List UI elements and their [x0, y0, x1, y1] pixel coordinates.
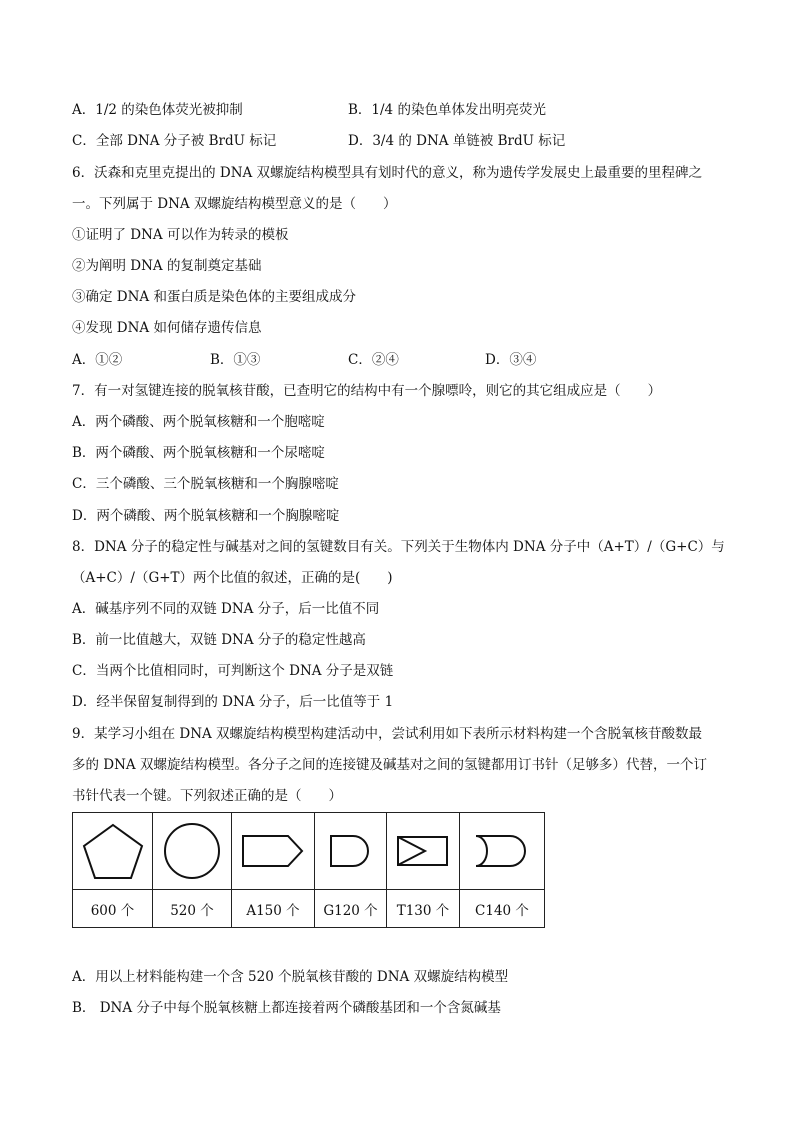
q8-stem-line2: （A+C）/（G+T）两个比值的叙述，正确的是( )	[72, 570, 393, 586]
q8-stem-line1: 8．DNA 分子的稳定性与碱基对之间的氢键数目有关。下列关于生物体内 DNA 分子中（A+T）/（G+C）与	[72, 539, 725, 555]
q6-item-1: ①证明了 DNA 可以作为转录的模板	[72, 227, 289, 243]
materials-cell-guanine	[315, 813, 387, 890]
q8-option-d: D．经半保留复制得到的 DNA 分子，后一比值等于 1	[72, 694, 394, 710]
q5-option-d: D．3/4 的 DNA 单链被 BrdU 标记	[348, 133, 566, 149]
concave-d-icon	[472, 831, 532, 871]
q6-option-d: D．③④	[485, 352, 537, 368]
q7-option-d: D．两个磷酸、两个脱氧核糖和一个胸腺嘧啶	[72, 508, 340, 524]
q6-option-b: B．①③	[210, 352, 261, 368]
materials-count-guanine: G120 个	[315, 890, 387, 928]
q9-option-a: A．用以上材料能构建一个含 520 个脱氧核苷酸的 DNA 双螺旋结构模型	[72, 969, 509, 985]
q6-item-2: ②为阐明 DNA 的复制奠定基础	[72, 258, 262, 274]
q5-option-b: B．1/4 的染色单体发出明亮荧光	[348, 102, 546, 118]
q8-option-a: A．碱基序列不同的双链 DNA 分子，后一比值不同	[72, 601, 380, 617]
materials-count-deoxyribose: 520 个	[153, 890, 232, 928]
d-shape-icon	[327, 831, 375, 871]
q6-stem-line2: 一。下列属于 DNA 双螺旋结构模型意义的是（ ）	[72, 196, 397, 212]
materials-shape-row	[73, 813, 545, 890]
q7-option-b: B．两个磷酸、两个脱氧核糖和一个尿嘧啶	[72, 445, 325, 461]
materials-count-cytosine: C140 个	[460, 890, 545, 928]
q8-option-c: C．当两个比值相同时，可判断这个 DNA 分子是双链	[72, 663, 394, 679]
q9-stem-line3: 书针代表一个键。下列叙述正确的是（ ）	[72, 788, 342, 804]
q5-option-c: C．全部 DNA 分子被 BrdU 标记	[72, 133, 277, 149]
materials-count-phosphate: 600 个	[73, 890, 153, 928]
materials-cell-adenine	[232, 813, 315, 890]
materials-cell-deoxyribose	[153, 813, 232, 890]
materials-cell-thymine	[387, 813, 460, 890]
q7-option-c: C．三个磷酸、三个脱氧核糖和一个胸腺嘧啶	[72, 476, 339, 492]
q6-item-4: ④发现 DNA 如何储存遗传信息	[72, 320, 262, 336]
materials-table	[72, 812, 545, 928]
q6-option-a: A．①②	[72, 352, 123, 368]
circle-icon	[162, 821, 222, 881]
materials-count-row	[73, 890, 545, 928]
q6-stem-line1: 6．沃森和克里克提出的 DNA 双螺旋结构模型具有划时代的意义，称为遗传学发展史上最重要的里程碑之	[72, 165, 703, 181]
q7-stem: 7．有一对氢键连接的脱氧核苷酸，已查明它的结构中有一个腺嘌呤，则它的其它组成应是（ ）	[72, 383, 662, 399]
q6-option-c: C．②④	[348, 352, 399, 368]
notched-flag-icon	[395, 831, 451, 871]
materials-cell-phosphate	[73, 813, 153, 890]
q5-option-a: A．1/2 的染色体荧光被抑制	[72, 102, 243, 118]
q7-option-a: A．两个磷酸、两个脱氧核糖和一个胞嘧啶	[72, 414, 325, 430]
q9-stem-line1: 9．某学习小组在 DNA 双螺旋结构模型构建活动中，尝试利用如下表所示材料构建一个含脱氧核苷酸数最	[72, 726, 703, 742]
pentagon-icon	[80, 821, 146, 881]
q9-option-b: B． DNA 分子中每个脱氧核糖上都连接着两个磷酸基团和一个含氮碱基	[72, 1000, 501, 1016]
q8-option-b: B．前一比值越大，双链 DNA 分子的稳定性越高	[72, 632, 366, 648]
materials-count-adenine: A150 个	[232, 890, 315, 928]
q6-item-3: ③确定 DNA 和蛋白质是染色体的主要组成成分	[72, 289, 356, 305]
materials-cell-cytosine	[460, 813, 545, 890]
arrow-pentagon-icon	[240, 831, 306, 871]
q9-stem-line2: 多的 DNA 双螺旋结构模型。各分子之间的连接键及碱基对之间的氢键都用订书针（足够多）代替，一个订	[72, 757, 707, 773]
materials-count-thymine: T130 个	[387, 890, 460, 928]
